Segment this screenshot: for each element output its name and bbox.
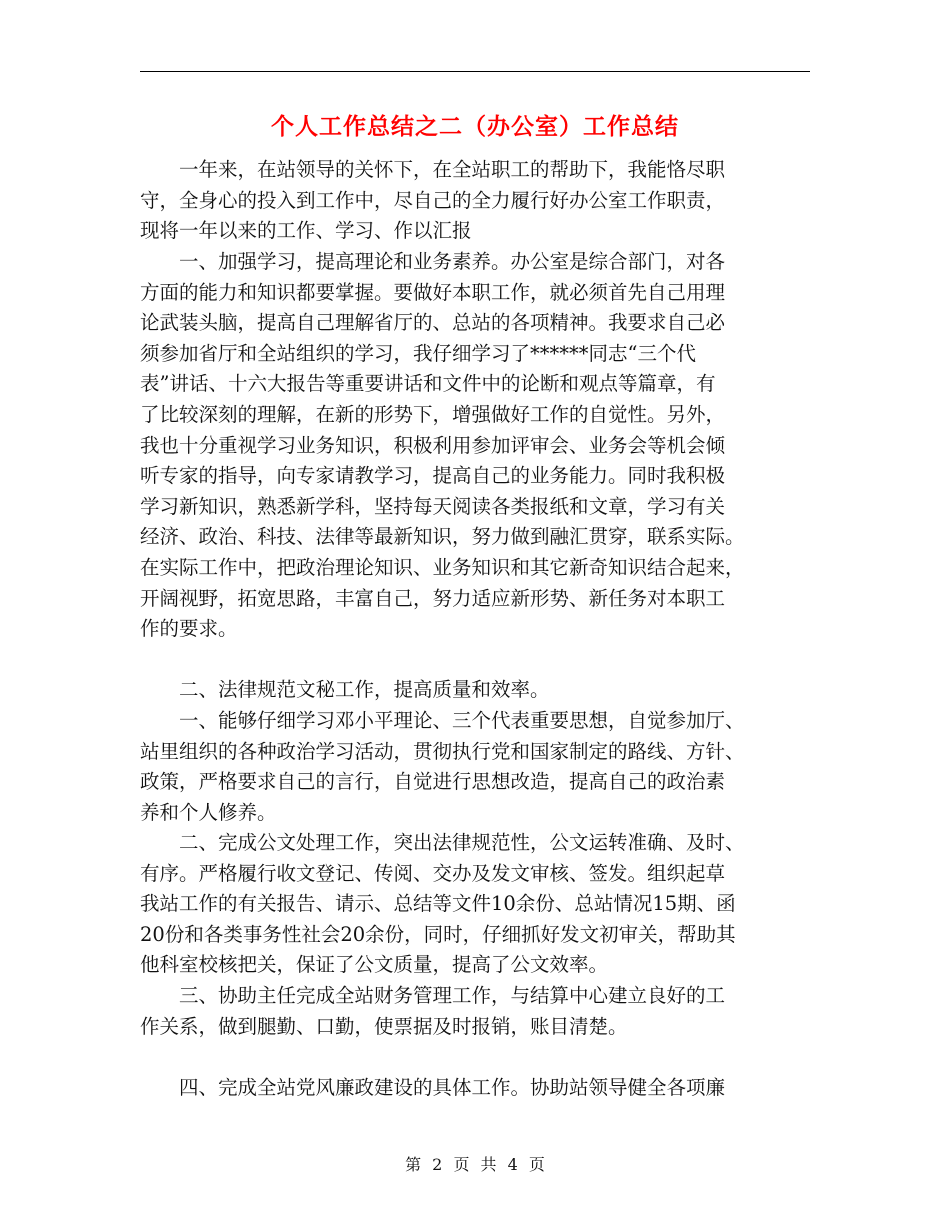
page-number-footer: 第 2 页 共 4 页 xyxy=(405,1155,545,1174)
paragraph xyxy=(140,981,810,1042)
paragraph-line: 20份和各类事务性社会20余份，同时，仔细抓好发文初审关，帮助其 xyxy=(140,922,736,946)
paragraph-line: 四、完成全站党风廉政建设的具体工作。协助站领导健全各项廉 xyxy=(179,1076,726,1099)
paragraph-line: 经济、政治、科技、法律等最新知识，努力做到融汇贯穿，联系实际。 xyxy=(140,525,745,549)
paragraph-line: 一年来，在站领导的关怀下，在全站职工的帮助下，我能恪尽职 xyxy=(179,158,726,181)
paragraph-line: 站里组织的各种政治学习活动，贯彻执行党和国家制定的路线、方针、 xyxy=(140,739,745,763)
paragraph-line: 了比较深刻的理解，在新的形势下，增强做好工作的自觉性。另外， xyxy=(140,402,726,426)
paragraph-line: 我也十分重视学习业务知识，积极利用参加评审会、业务会等机会倾 xyxy=(140,433,726,457)
paragraph-line: 论武装头脑，提高自己理解省厅的、总站的各项精神。我要求自己必 xyxy=(140,311,726,335)
paragraph xyxy=(140,828,810,981)
paragraph-line: 有序。严格履行收文登记、传阅、交办及发文审核、签发。组织起草 xyxy=(140,861,726,885)
paragraph-line: 我站工作的有关报告、请示、总结等文件10余份、总站情况15期、函 xyxy=(140,892,736,916)
paragraph-line: 作的要求。 xyxy=(140,617,238,641)
paragraph-line: 三、协助主任完成全站财务管理工作，与结算中心建立良好的工 xyxy=(179,984,726,1007)
paragraph-line: 他科室校核把关，保证了公文质量，提高了公文效率。 xyxy=(140,953,609,977)
paragraph-line: 政策，严格要求自己的言行，自觉进行思想改造，提高自己的政治素 xyxy=(140,770,726,794)
paragraph xyxy=(140,1073,810,1104)
paragraph-line: 守，全身心的投入到工作中，尽自己的全力履行好办公室工作职责， xyxy=(140,188,726,212)
paragraph-line: 在实际工作中，把政治理论知识、业务知识和其它新奇知识结合起来， xyxy=(140,555,745,579)
paragraph-line: 学习新知识，熟悉新学科，坚持每天阅读各类报纸和文章，学习有关 xyxy=(140,494,726,518)
paragraph xyxy=(140,675,810,706)
document-title: 个人工作总结之二（办公室）工作总结 xyxy=(271,114,679,140)
paragraph-line: 表”讲话、十六大报告等重要讲话和文件中的论断和观点等篇章，有 xyxy=(140,372,716,396)
paragraph-line: 二、法律规范文秘工作，提高质量和效率。 xyxy=(179,678,550,701)
paragraph-line: 一、加强学习，提高理论和业务素养。办公室是综合部门，对各 xyxy=(179,250,726,273)
paragraph-line: 开阔视野，拓宽思路，丰富自己，努力适应新形势、新任务对本职工 xyxy=(140,586,726,610)
paragraph xyxy=(140,706,810,828)
header-rule xyxy=(140,71,810,72)
paragraph-line: 现将一年以来的工作、学习、作以汇报 xyxy=(140,219,472,243)
paragraph-line: 一、能够仔细学习邓小平理论、三个代表重要思想，自觉参加厅、 xyxy=(179,709,745,732)
paragraph-line: 作关系，做到腿勤、口勤，使票据及时报销，账目清楚。 xyxy=(140,1014,628,1038)
paragraph xyxy=(140,155,810,247)
paragraph-line: 养和个人修养。 xyxy=(140,800,277,824)
paragraph xyxy=(140,247,810,645)
paragraph-line: 二、完成公文处理工作，突出法律规范性，公文运转准确、及时、 xyxy=(179,831,745,854)
paragraph-line: 须参加省厅和全站组织的学习，我仔细学习了******同志“三个代 xyxy=(140,341,696,365)
paragraph-line: 听专家的指导，向专家请教学习，提高自己的业务能力。同时我积极 xyxy=(140,464,726,488)
paragraph-line: 方面的能力和知识都要掌握。要做好本职工作，就必须首先自己用理 xyxy=(140,280,726,304)
